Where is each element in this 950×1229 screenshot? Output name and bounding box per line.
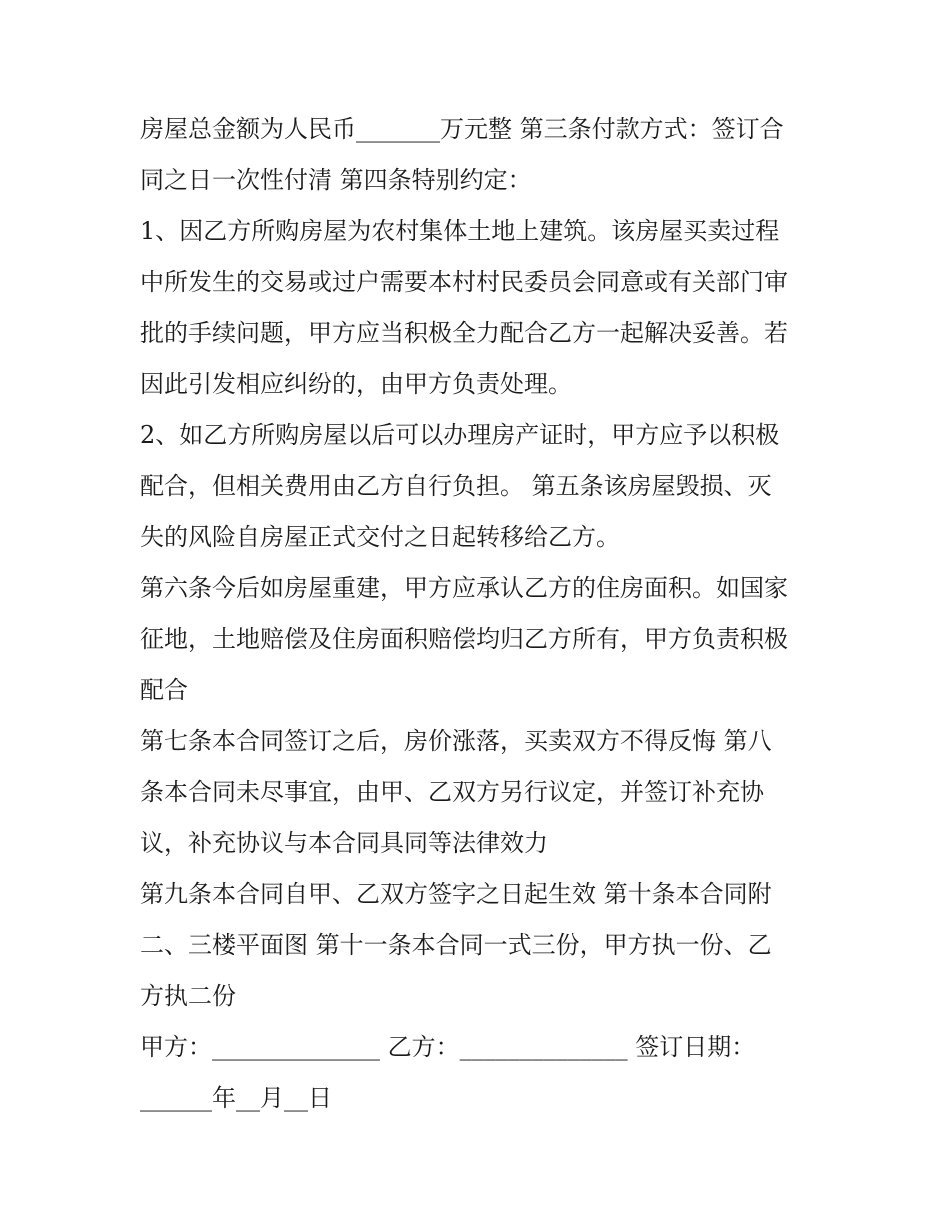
text-line: 二、三楼平面图 第十一条本合同一式三份，甲方执一份、乙 [140,931,772,959]
contract-text [140,104,830,1124]
text-line: 中所发生的交易或过户需要本村村民委员会同意或有关部门审 [140,268,788,296]
text-line: 方执二份 [140,982,236,1010]
text-line: 配合 [140,676,188,704]
text-line: 房屋总金额为人民币_______万元整 第三条付款方式：签订合 [140,115,784,143]
text-line: 同之日一次性付清 第四条特别约定： [140,166,532,194]
text-line: 批的手续问题，甲方应当积极全力配合乙方一起解决妥善。若 [140,319,788,347]
text-line: 2、如乙方所购房屋以后可以办理房产证时，甲方应予以积极 [140,421,780,449]
signature-line: 甲方：______________ 乙方：______________ 签订日期： [140,1033,756,1061]
text-line: 征地，土地赔偿及住房面积赔偿均归乙方所有，甲方负责积极 [140,625,788,653]
text-line: 因此引发相应纠纷的，由甲方负责处理。 [140,370,572,398]
text-line: 第六条今后如房屋重建，甲方应承认乙方的住房面积。如国家 [140,574,788,602]
text-line: 失的风险自房屋正式交付之日起转移给乙方。 [140,523,620,551]
text-line: 1、因乙方所购房屋为农村集体土地上建筑。该房屋买卖过程 [140,217,780,245]
date-line: ______年__月__日 [140,1084,332,1112]
text-line: 第九条本合同自甲、乙双方签字之日起生效 第十条本合同附 [140,880,772,908]
text-line: 第七条本合同签订之后，房价涨落，买卖双方不得反悔 第八 [140,727,772,755]
text-line: 配合，但相关费用由乙方自行负担。 第五条该房屋毁损、灭 [140,472,772,500]
text-line: 议，补充协议与本合同具同等法律效力 [140,829,548,857]
text-line: 条本合同未尽事宜，由甲、乙双方另行议定，并签订补充协 [140,778,764,806]
